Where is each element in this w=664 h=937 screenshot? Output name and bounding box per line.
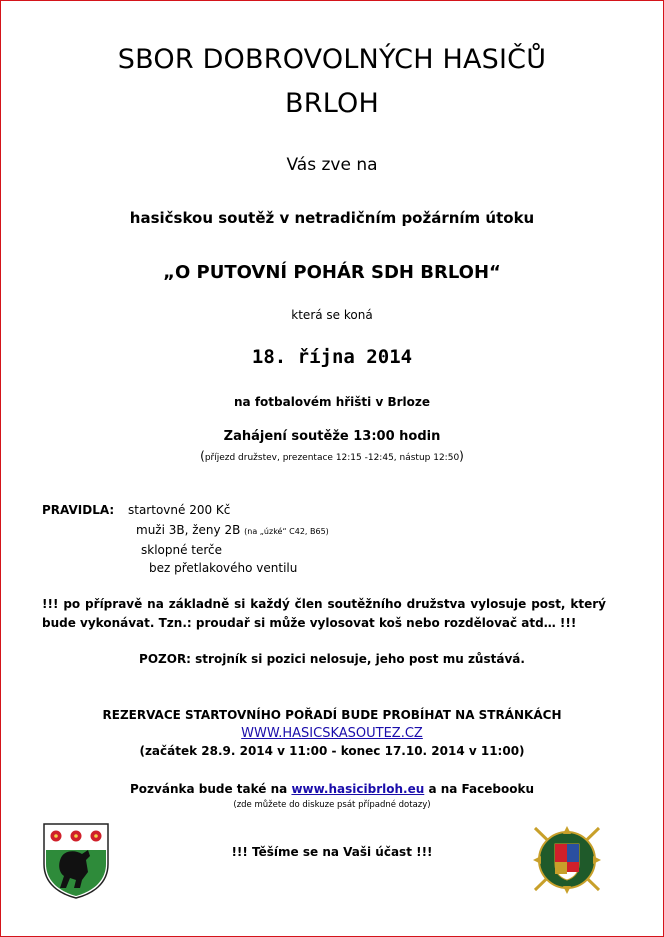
rules-teams-note: (na „úzké“ C42, B65) [244, 527, 329, 536]
cup-title: „O PUTOVNÍ POHÁR SDH BRLOH“ [163, 262, 501, 283]
municipal-crest-icon [42, 822, 110, 900]
reservation-period: (začátek 28.9. 2014 v 11:00 - konec 17.10. 2014 v 11:00) [139, 744, 525, 758]
reservation-text: REZERVACE STARTOVNÍHO POŘADÍ BUDE PROBÍHAT NA STRÁNKÁCH [102, 708, 562, 722]
pozor-notice: POZOR: strojník si pozici nelosuje, jeho post mu zůstává. [139, 652, 525, 666]
event-place: na fotbalovém hřišti v Brloze [234, 395, 430, 409]
arrival-detail: příjezd družstev, prezentace 12:15 -12:45, nástup 12:50 [204, 453, 460, 463]
event-date: 18. října 2014 [251, 346, 413, 368]
competition-text: hasičskou soutěž v netradičním požárním útoku [129, 209, 535, 227]
discussion-note: (zde můžete do diskuze psát případné dotazy) [233, 800, 431, 810]
held-text: která se koná [291, 308, 373, 322]
rules-valve: bez přetlakového ventilu [149, 561, 298, 575]
fire-brigade-emblem-icon [527, 820, 607, 898]
title-line1: SBOR DOBROVOLNÝCH HASIČŮ [117, 44, 547, 75]
invitation-line: Pozvánka bude také na www.hasicibrloh.eu a na Facebooku [130, 782, 534, 796]
rules-targets: sklopné terče [141, 543, 223, 557]
invite-text: Vás zve na [286, 155, 378, 175]
arrival-info: (příjezd družstev, prezentace 12:15 -12:45, nástup 12:50) [200, 449, 464, 463]
draw-notice: !!! po přípravě na základně si každý člen soutěžního družstva vylosuje post, který bude vykonávat. Tzn.: proudař si může vylosovat koš nebo rozdělovač atd… !!! [42, 597, 606, 630]
closing-text: !!! Těšíme se na Vaši účast !!! [231, 845, 433, 859]
reservation-link[interactable]: WWW.HASICSKASOUTEZ.CZ [241, 726, 423, 741]
website-link[interactable]: www.hasicibrloh.eu [291, 782, 425, 796]
rules-fee: startovné 200 Kč [128, 503, 231, 517]
rules-label: PRAVIDLA: [42, 503, 115, 517]
start-time: Zahájení soutěže 13:00 hodin [223, 429, 441, 444]
title-line2: BRLOH [285, 88, 379, 119]
rules-teams: muži 3B, ženy 2B (na „úzké“ C42, B65) [136, 523, 329, 537]
